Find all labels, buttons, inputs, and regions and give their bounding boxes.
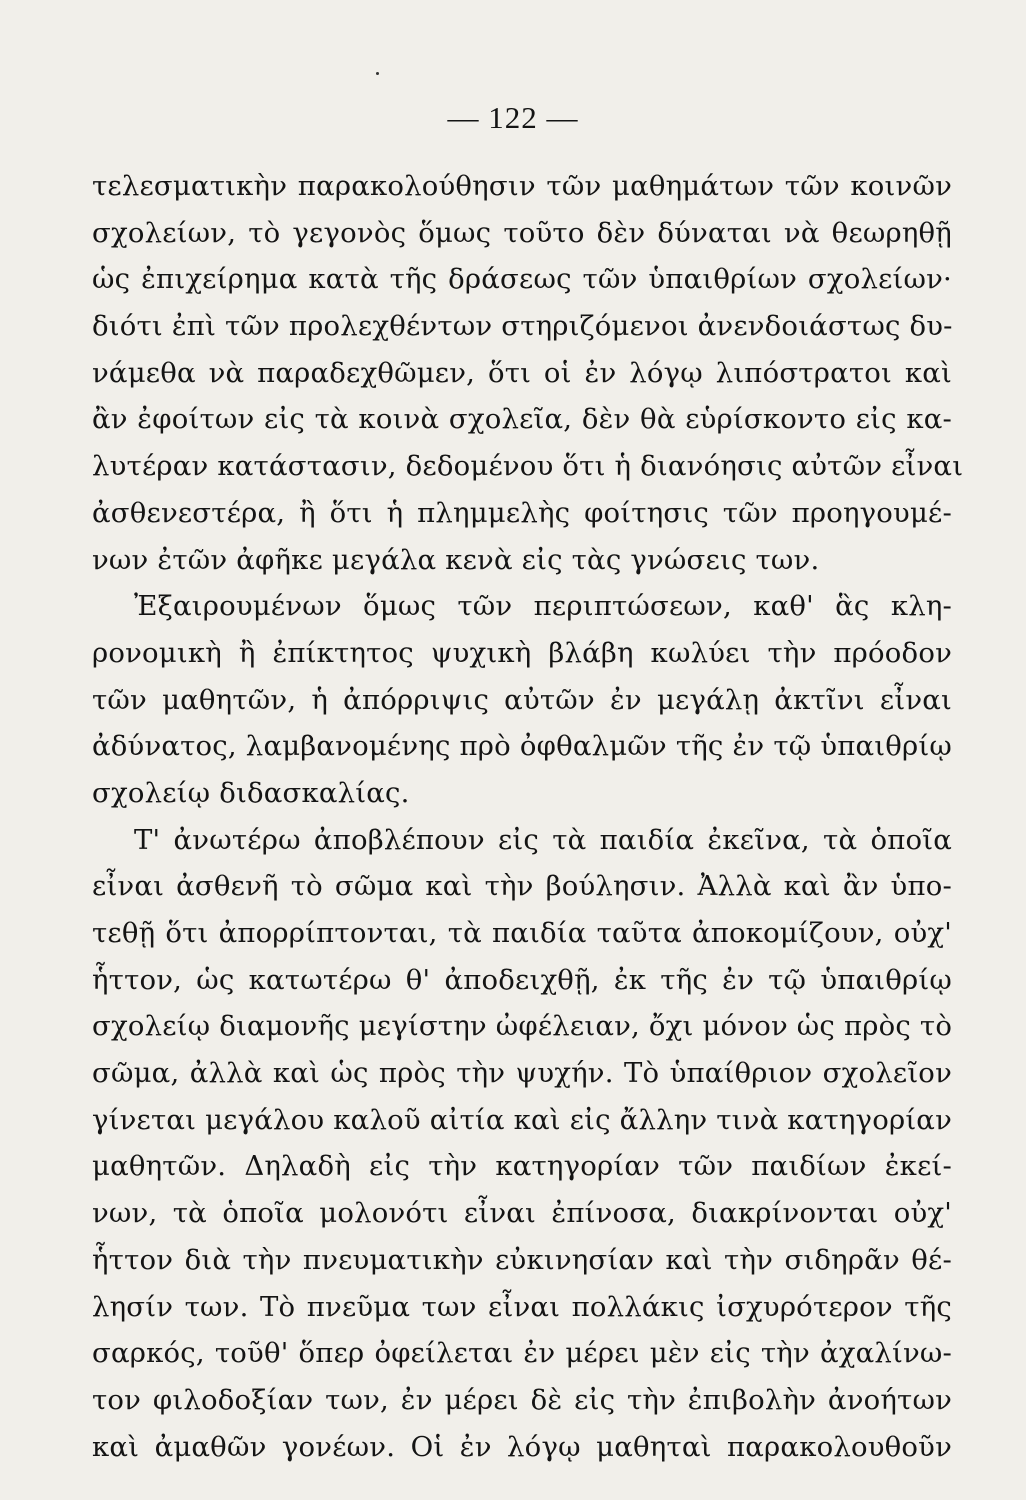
text-line: νων, τὰ ὁποῖα μολονότι εἶναι ἐπίνοσα, διακρίνονται οὐχ' (92, 1197, 952, 1230)
text-line: λυτέραν κατάστασιν, δεδομένου ὅτι ἡ διανόησις αὐτῶν εἶναι (92, 450, 964, 483)
paragraph-start-line: Τ' ἀνωτέρω ἀποβλέπουν εἰς τὰ παιδία ἐκεῖνα, τὰ ὁποῖα (134, 823, 952, 856)
text-line: ἧττον, ὡς κατωτέρω θ' ἀποδειχθῇ, ἐκ τῆς ἐν τῷ ὑπαιθρίῳ (92, 963, 952, 996)
text-line: ὡς ἐπιχείρημα κατὰ τῆς δράσεως τῶν ὑπαιθρίων σχολείων· (92, 263, 952, 296)
text-line: σχολείων, τὸ γεγονὸς ὅμως τοῦτο δὲν δύναται νὰ θεωρηθῇ (92, 216, 952, 249)
paragraph-end-line: σχολείῳ διδασκαλίας. (92, 776, 410, 809)
paragraph-end-line: νων ἐτῶν ἀφῆκε μεγάλα κενὰ εἰς τὰς γνώσεις των. (92, 543, 820, 576)
text-line: ἧττον διὰ τὴν πνευματικὴν εὐκινησίαν καὶ τὴν σιδηρᾶν θέ- (92, 1243, 952, 1276)
text-line: ἀδύνατος, λαμβανομένης πρὸ ὀφθαλμῶν τῆς ἐν τῷ ὑπαιθρίῳ (92, 730, 952, 763)
body-text (92, 163, 964, 1470)
text-line: διότι ἐπὶ τῶν προλεχθέντων στηριζόμενοι ἀνενδοιάστως δυ- (92, 310, 953, 343)
text-line: γίνεται μεγάλου καλοῦ αἰτία καὶ εἰς ἄλλην τινὰ κατηγορίαν (92, 1103, 952, 1136)
text-line: ἀσθενεστέρα, ἢ ὅτι ἡ πλημμελὴς φοίτησις τῶν προηγουμέ- (92, 496, 952, 529)
text-line: ἂν ἐφοίτων εἰς τὰ κοινὰ σχολεῖα, δὲν θὰ εὑρίσκοντο εἰς κα- (92, 403, 952, 436)
text-line: λησίν των. Τὸ πνεῦμα των εἶναι πολλάκις ἰσχυρότερον τῆς (92, 1290, 952, 1323)
text-line: σχολείῳ διαμονῆς μεγίστην ὠφέλειαν, ὄχι μόνον ὡς πρὸς τὸ (92, 1010, 953, 1043)
text-line: τεθῇ ὅτι ἀπορρίπτονται, τὰ παιδία ταῦτα ἀποκομίζουν, οὐχ' (92, 917, 952, 949)
text-line: καὶ ἀμαθῶν γονέων. Οἱ ἐν λόγῳ μαθηταὶ παρακολουθοῦν (92, 1430, 952, 1463)
text-line: τῶν μαθητῶν, ἡ ἀπόρριψις αὐτῶν ἐν μεγάλῃ ἀκτῖνι εἶναι (92, 683, 952, 716)
text-line: σῶμα, ἀλλὰ καὶ ὡς πρὸς τὴν ψυχήν. Τὸ ὑπαίθριον σχολεῖον (92, 1057, 952, 1090)
print-speck (376, 72, 379, 75)
paragraph-start-line: Ἐξαιρουμένων ὅμως τῶν περιπτώσεων, καθ' ἃς κλη- (134, 590, 952, 623)
page-number: — 122 — (447, 100, 579, 135)
text-line: μαθητῶν. Δηλαδὴ εἰς τὴν κατηγορίαν τῶν παιδίων ἐκεί- (92, 1150, 952, 1183)
text-line: τον φιλοδοξίαν των, ἐν μέρει δὲ εἰς τὴν ἐπιβολὴν ἀνοήτων (92, 1383, 952, 1416)
text-line: σαρκός, τοῦθ' ὅπερ ὀφείλεται ἐν μέρει μὲν εἰς τὴν ἀχαλίνω- (92, 1337, 952, 1370)
text-line: εἶναι ἀσθενῆ τὸ σῶμα καὶ τὴν βούλησιν. Ἀλλὰ καὶ ἂν ὑπο- (92, 870, 952, 903)
text-line: νάμεθα νὰ παραδεχθῶμεν, ὅτι οἱ ἐν λόγῳ λιπόστρατοι καὶ (92, 356, 952, 389)
text-line: τελεσματικὴν παρακολούθησιν τῶν μαθημάτων τῶν κοινῶν (92, 170, 952, 202)
text-line: ρονομικὴ ἢ ἐπίκτητος ψυχικὴ βλάβη κωλύει τὴν πρόοδον (92, 636, 952, 669)
